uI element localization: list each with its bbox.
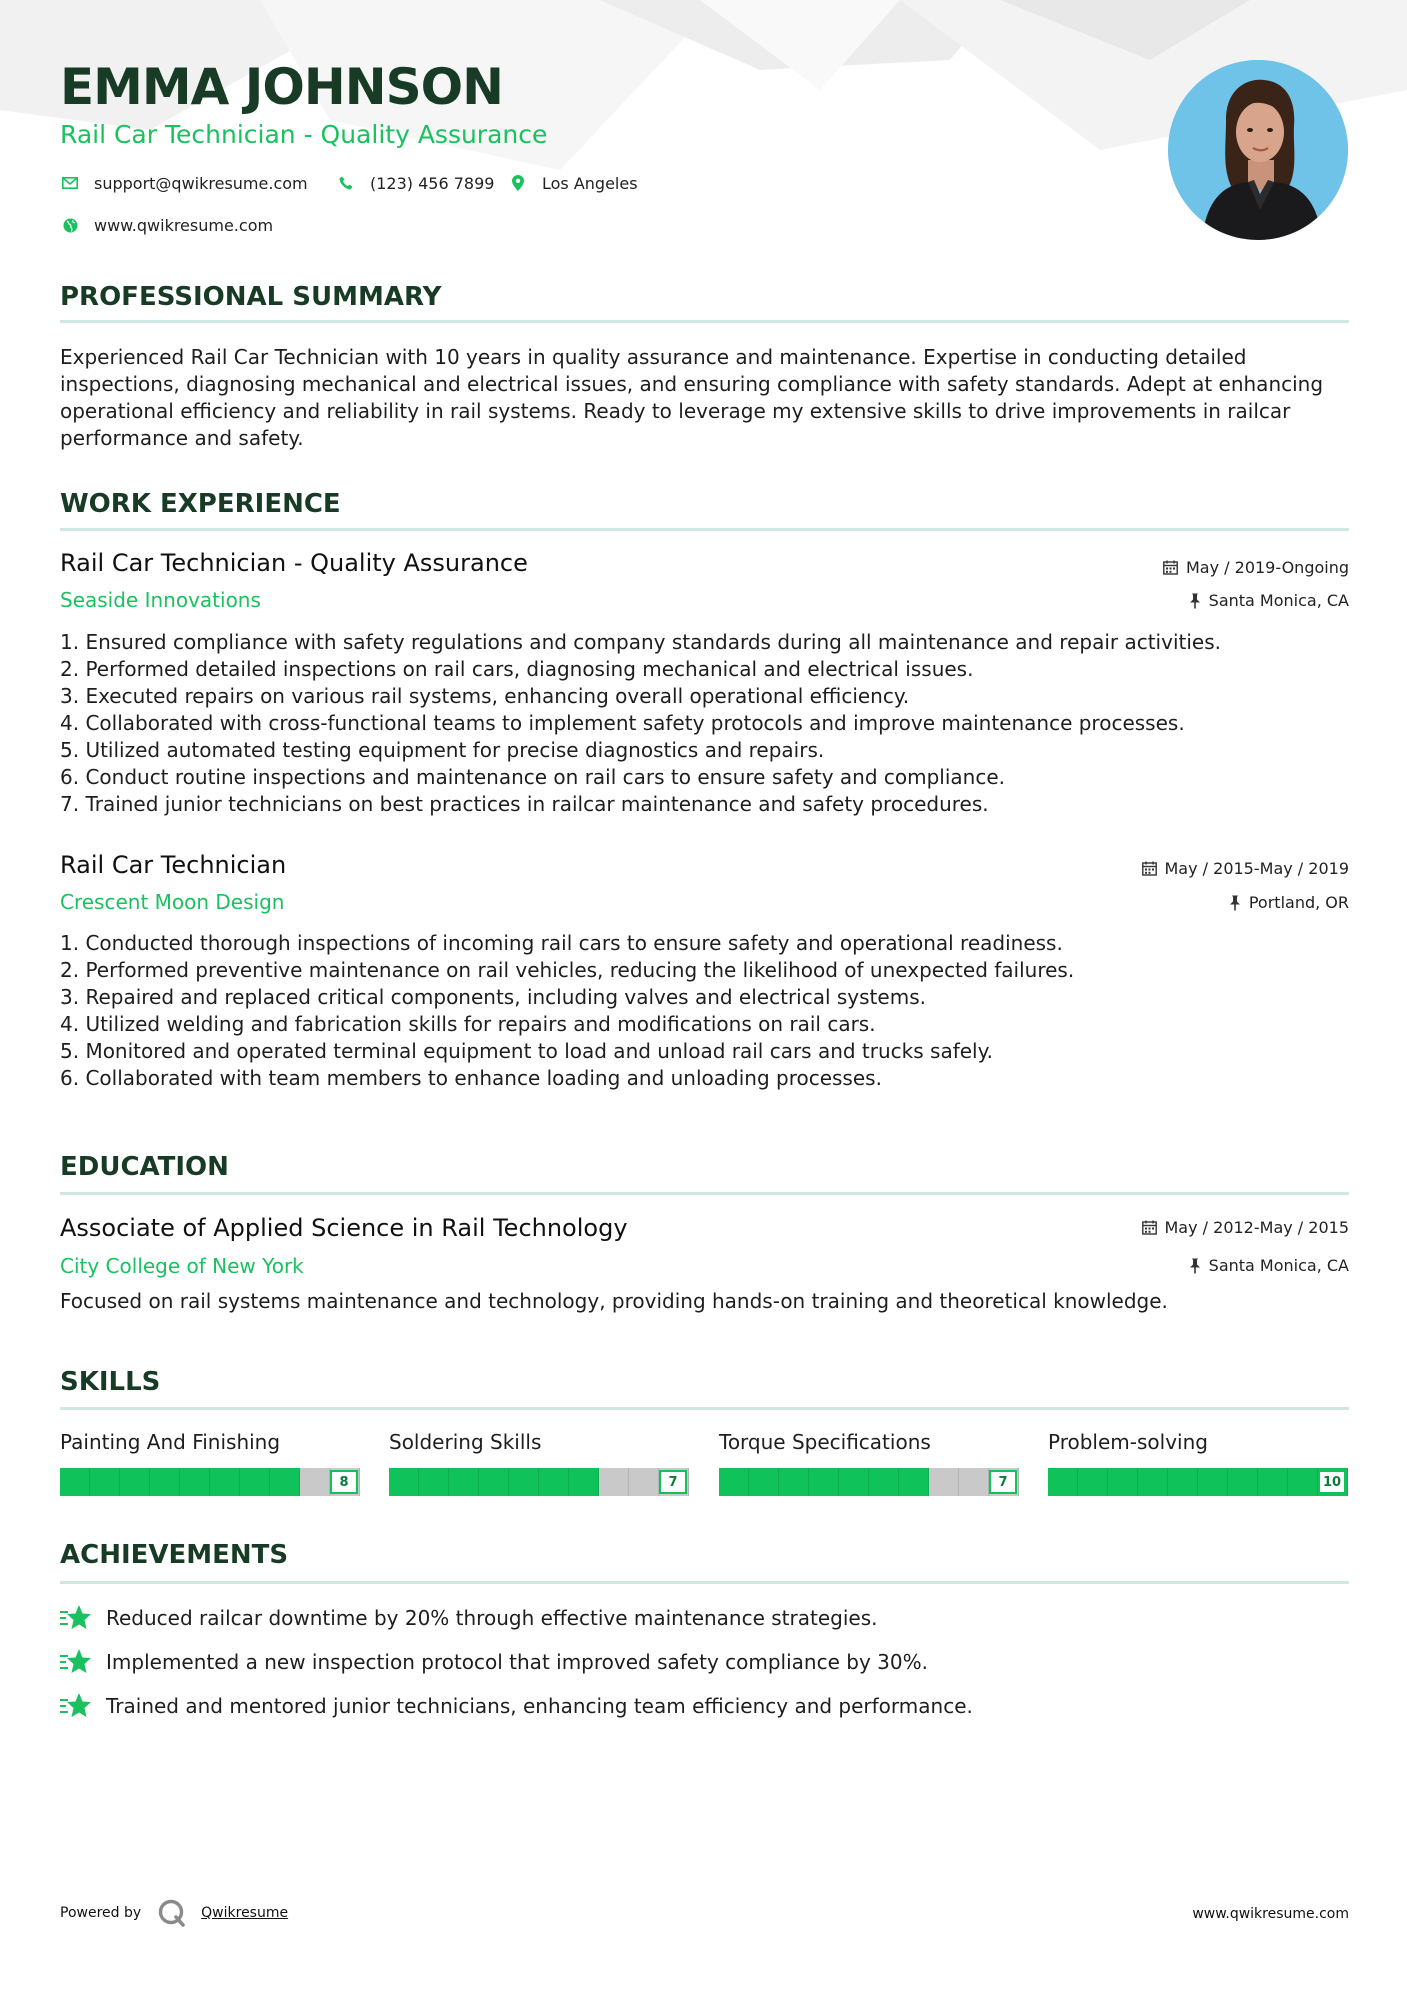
job-dates-text: May / 2019-Ongoing bbox=[1186, 558, 1349, 577]
list-item: 6. Collaborated with team members to enhance loading and unloading processes. bbox=[60, 1066, 882, 1090]
skill-rating-segment bbox=[1198, 1468, 1228, 1496]
skill-level-value: 10 bbox=[1318, 1470, 1346, 1494]
skill-rating-segment bbox=[719, 1468, 749, 1496]
pushpin-icon bbox=[1189, 1258, 1201, 1274]
footer-website[interactable]: www.qwikresume.com bbox=[1192, 1906, 1349, 1922]
email-text: support@qwikresume.com bbox=[94, 173, 308, 193]
section-divider bbox=[60, 320, 1349, 323]
list-item: 6. Conduct routine inspections and maintenance on rail cars to ensure safety and compliance. bbox=[60, 765, 1005, 789]
job-location bbox=[1229, 893, 1349, 912]
skill-rating-segment bbox=[449, 1468, 479, 1496]
job-dates bbox=[1163, 558, 1349, 577]
skill-rating-segment bbox=[569, 1468, 599, 1496]
job-title: Rail Car Technician bbox=[60, 851, 287, 879]
skill-rating-segment bbox=[479, 1468, 509, 1496]
section-divider bbox=[60, 1192, 1349, 1195]
achievement-item bbox=[60, 1692, 973, 1720]
skill-rating-segment bbox=[869, 1468, 899, 1496]
job-bullet-list bbox=[60, 629, 1350, 818]
section-title-education: EDUCATION bbox=[60, 1152, 229, 1182]
section-title-skills: SKILLS bbox=[60, 1367, 161, 1397]
job-company: Crescent Moon Design bbox=[60, 890, 285, 914]
education-dates bbox=[1142, 1218, 1350, 1237]
skill-rating-segment bbox=[929, 1468, 959, 1496]
map-pin-icon bbox=[508, 173, 528, 193]
achievement-item bbox=[60, 1604, 877, 1632]
skill-rating-segment bbox=[899, 1468, 929, 1496]
summary-text: Experienced Rail Car Technician with 10 years in quality assurance and maintenance. Expertise in conducting detailed inspections, diagnosing mechanical and electrical issues, and ensuring compliance with safety standards. Adept at enhancing operational efficiency and reliability in rail systems. Ready to leverage my extensive skills to drive improvements in railcar performance and safety. bbox=[60, 345, 1324, 450]
education-dates-text: May / 2012-May / 2015 bbox=[1164, 1218, 1349, 1237]
qwikresume-link[interactable]: Qwikresume bbox=[201, 1905, 289, 1921]
education-location-text: Santa Monica, CA bbox=[1208, 1256, 1349, 1275]
job-location-text: Santa Monica, CA bbox=[1208, 591, 1349, 610]
skill-rating-segment bbox=[959, 1468, 989, 1496]
skill-rating-segment bbox=[809, 1468, 839, 1496]
list-item: 7. Trained junior technicians on best practices in railcar maintenance and safety procedures. bbox=[60, 792, 989, 816]
profile-photo bbox=[1168, 60, 1348, 240]
calendar-icon bbox=[1142, 1220, 1157, 1235]
list-item: 4. Collaborated with cross-functional teams to implement safety protocols and improve maintenance processes. bbox=[60, 711, 1185, 735]
calendar-icon bbox=[1142, 861, 1157, 876]
contact-phone[interactable] bbox=[336, 173, 494, 193]
globe-icon bbox=[60, 215, 80, 235]
skill-rating-segment bbox=[60, 1468, 90, 1496]
skill-rating-segment bbox=[1108, 1468, 1138, 1496]
skill-rating-segment bbox=[539, 1468, 569, 1496]
star-icon bbox=[60, 1692, 92, 1720]
section-divider bbox=[60, 528, 1349, 531]
star-icon bbox=[60, 1648, 92, 1676]
star-icon bbox=[60, 1604, 92, 1632]
footer-branding bbox=[60, 1898, 288, 1928]
skill-rating-segment bbox=[240, 1468, 270, 1496]
website-text: www.qwikresume.com bbox=[94, 215, 274, 235]
education-school: City College of New York bbox=[60, 1254, 304, 1278]
skill-rating-segment bbox=[270, 1468, 300, 1496]
skill-rating-bar bbox=[719, 1468, 1019, 1496]
job-dates-text: May / 2015-May / 2019 bbox=[1164, 859, 1349, 878]
skill-rating-segment bbox=[839, 1468, 869, 1496]
skill-rating-segment bbox=[210, 1468, 240, 1496]
section-title-achievements: ACHIEVEMENTS bbox=[60, 1540, 289, 1570]
skill-rating-segment bbox=[1288, 1468, 1318, 1496]
skill-rating-segment bbox=[1258, 1468, 1288, 1496]
powered-by-label: Powered by bbox=[60, 1905, 142, 1921]
list-item: 1. Conducted thorough inspections of incoming rail cars to ensure safety and operational readiness. bbox=[60, 931, 1063, 955]
list-item: 3. Executed repairs on various rail systems, enhancing overall operational efficiency. bbox=[60, 684, 910, 708]
pushpin-icon bbox=[1229, 895, 1241, 911]
skill-rating-segment bbox=[1138, 1468, 1168, 1496]
qwikresume-logo-icon bbox=[157, 1898, 187, 1928]
skill-rating-segment bbox=[1048, 1468, 1078, 1496]
education-location bbox=[1189, 1256, 1349, 1275]
list-item: 5. Utilized automated testing equipment for precise diagnostics and repairs. bbox=[60, 738, 825, 762]
skill-rating-bar bbox=[389, 1468, 689, 1496]
skill-level-value: 7 bbox=[659, 1470, 687, 1494]
list-item: 3. Repaired and replaced critical components, including valves and electrical systems. bbox=[60, 985, 926, 1009]
section-divider bbox=[60, 1407, 1349, 1410]
skill-rating-segment bbox=[749, 1468, 779, 1496]
envelope-icon bbox=[60, 173, 80, 193]
skill-level-value: 7 bbox=[989, 1470, 1017, 1494]
skill-rating-segment bbox=[300, 1468, 330, 1496]
candidate-name: EMMA JOHNSON bbox=[60, 58, 503, 116]
job-dates bbox=[1142, 859, 1350, 878]
skill-rating-segment bbox=[1168, 1468, 1198, 1496]
education-degree: Associate of Applied Science in Rail Technology bbox=[60, 1214, 628, 1242]
education-description: Focused on rail systems maintenance and technology, providing hands-on training and theoretical knowledge. bbox=[60, 1289, 1168, 1313]
phone-icon bbox=[336, 173, 356, 193]
skill-level-value: 8 bbox=[330, 1470, 358, 1494]
skill-rating-segment bbox=[509, 1468, 539, 1496]
skill-rating-segment bbox=[90, 1468, 120, 1496]
skill-rating-bar bbox=[1048, 1468, 1348, 1496]
skill-rating-segment bbox=[779, 1468, 809, 1496]
skill-rating-segment bbox=[120, 1468, 150, 1496]
skill-name: Problem-solving bbox=[1048, 1430, 1208, 1454]
candidate-title: Rail Car Technician - Quality Assurance bbox=[60, 120, 548, 149]
skill-rating-segment bbox=[180, 1468, 210, 1496]
contact-location bbox=[508, 173, 638, 193]
list-item: 4. Utilized welding and fabrication skills for repairs and modifications on rail cars. bbox=[60, 1012, 876, 1036]
skill-rating-bar bbox=[60, 1468, 360, 1496]
job-bullet-list bbox=[60, 930, 1350, 1092]
skill-rating-segment bbox=[599, 1468, 629, 1496]
skill-rating-segment bbox=[1228, 1468, 1258, 1496]
list-item: 2. Performed detailed inspections on rail cars, diagnosing mechanical and electrical issues. bbox=[60, 657, 974, 681]
contact-email[interactable] bbox=[60, 173, 308, 193]
section-title-summary: PROFESSIONAL SUMMARY bbox=[60, 282, 442, 312]
pushpin-icon bbox=[1189, 593, 1201, 609]
skill-rating-segment bbox=[150, 1468, 180, 1496]
skill-rating-segment bbox=[629, 1468, 659, 1496]
list-item: 5. Monitored and operated terminal equipment to load and unload rail cars and trucks safely. bbox=[60, 1039, 993, 1063]
skill-name: Painting And Finishing bbox=[60, 1430, 281, 1454]
job-company: Seaside Innovations bbox=[60, 588, 261, 612]
section-divider bbox=[60, 1581, 1349, 1584]
job-title: Rail Car Technician - Quality Assurance bbox=[60, 549, 528, 577]
list-item: 1. Ensured compliance with safety regulations and company standards during all maintenance and repair activities. bbox=[60, 630, 1221, 654]
skill-rating-segment bbox=[389, 1468, 419, 1496]
skill-name: Soldering Skills bbox=[389, 1430, 542, 1454]
calendar-icon bbox=[1163, 560, 1178, 575]
section-title-experience: WORK EXPERIENCE bbox=[60, 489, 341, 519]
list-item: 2. Performed preventive maintenance on rail vehicles, reducing the likelihood of unexpected failures. bbox=[60, 958, 1075, 982]
skill-rating-segment bbox=[419, 1468, 449, 1496]
achievement-text: Implemented a new inspection protocol that improved safety compliance by 30%. bbox=[106, 1650, 928, 1674]
job-location-text: Portland, OR bbox=[1248, 893, 1349, 912]
skill-name: Torque Specifications bbox=[719, 1430, 931, 1454]
achievement-text: Reduced railcar downtime by 20% through effective maintenance strategies. bbox=[106, 1606, 878, 1630]
location-text: Los Angeles bbox=[542, 173, 638, 193]
skill-rating-segment bbox=[1078, 1468, 1108, 1496]
job-location bbox=[1189, 591, 1349, 610]
contact-website[interactable] bbox=[60, 215, 273, 235]
phone-text: (123) 456 7899 bbox=[370, 173, 495, 193]
achievement-item bbox=[60, 1648, 928, 1676]
achievement-text: Trained and mentored junior technicians, enhancing team efficiency and performance. bbox=[106, 1694, 973, 1718]
